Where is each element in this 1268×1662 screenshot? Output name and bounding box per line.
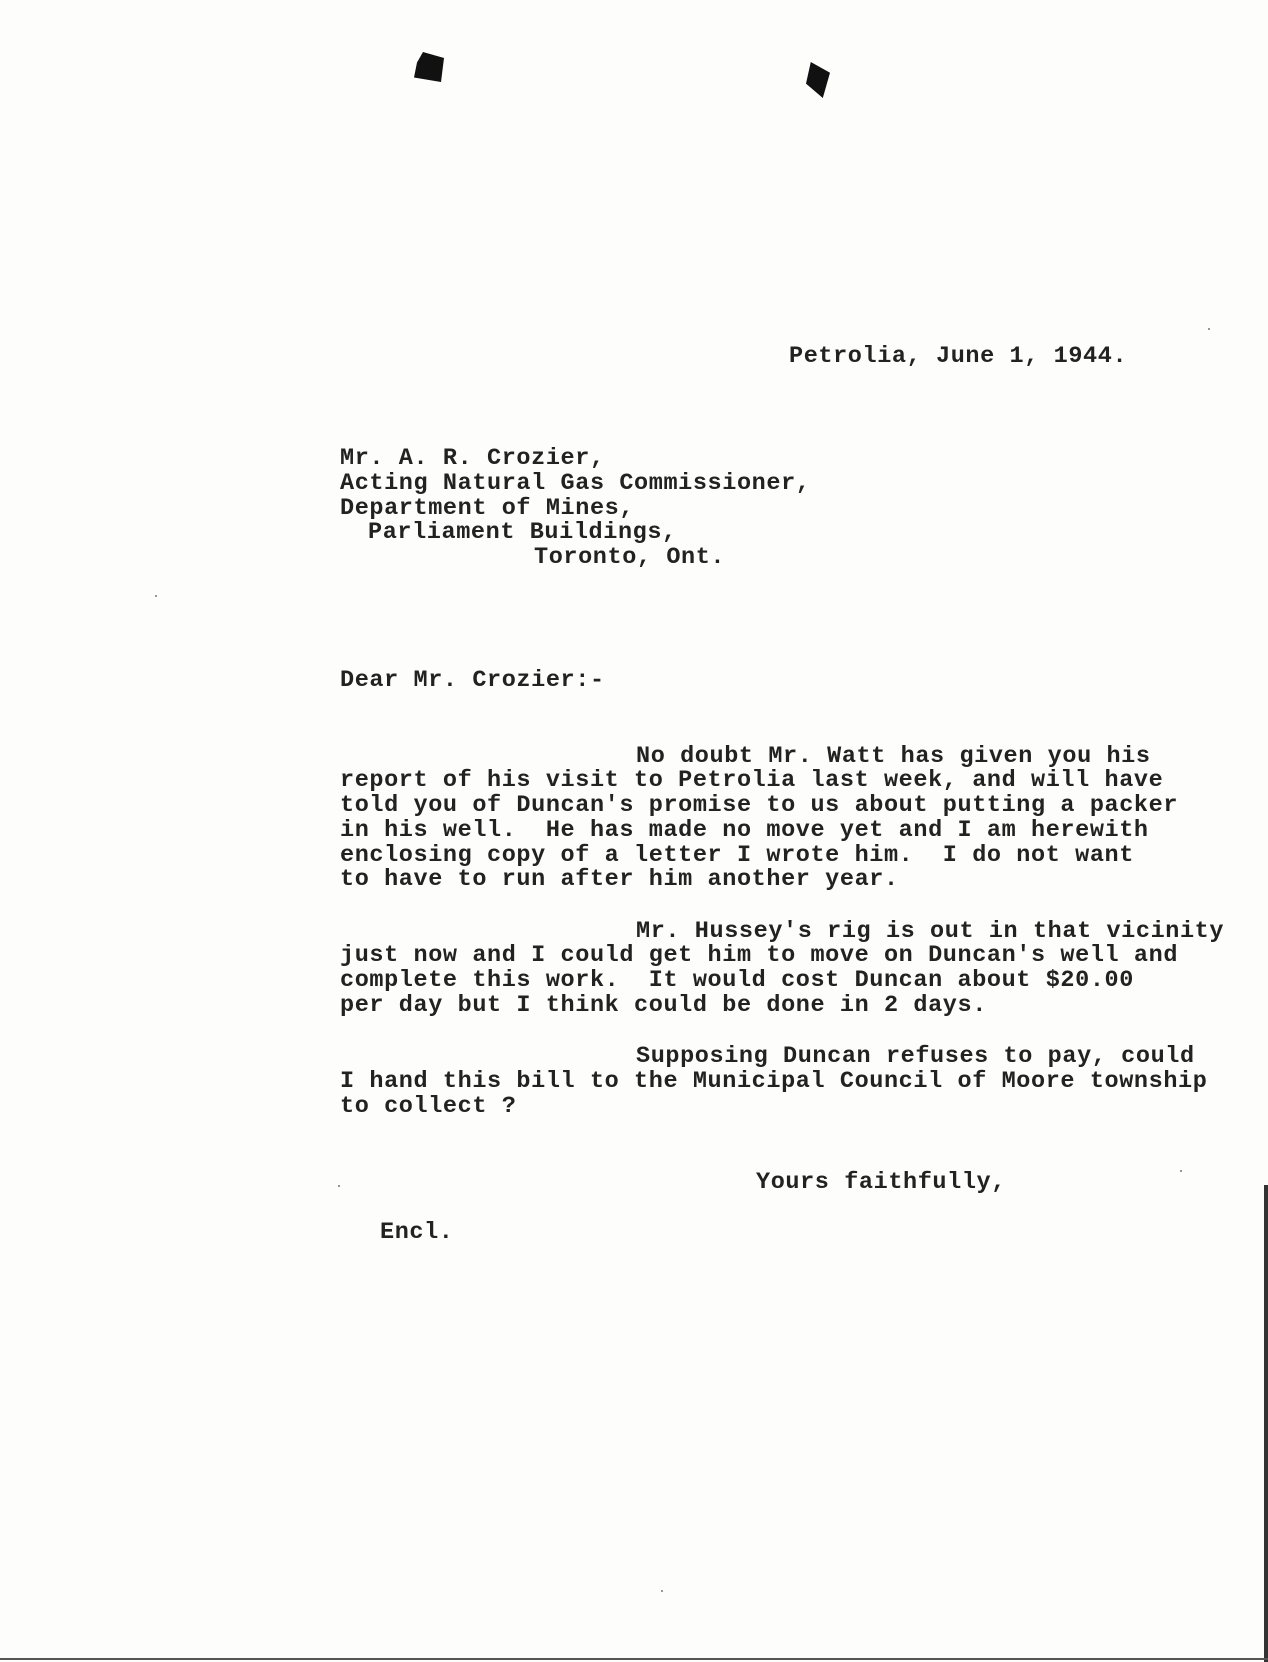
- ink-blot-left: [414, 52, 444, 82]
- paragraph-3-line-1: Supposing Duncan refuses to pay, could: [636, 1043, 1195, 1070]
- dust-speck: [338, 1185, 340, 1187]
- scan-edge-bottom: [0, 1658, 1268, 1660]
- paragraph-1-line-1: No doubt Mr. Watt has given you his: [636, 743, 1151, 770]
- dust-speck: [1208, 328, 1210, 330]
- paragraph-1-line-6: to have to run after him another year.: [340, 866, 899, 893]
- scan-edge-right: [1264, 1185, 1268, 1662]
- dust-speck: [155, 595, 157, 597]
- address-line-recipient: Mr. A. R. Crozier,: [340, 445, 605, 472]
- dust-speck: [1180, 1170, 1182, 1172]
- paragraph-2-line-2: just now and I could get him to move on Duncan's well and: [340, 942, 1179, 969]
- address-line-department: Department of Mines,: [340, 495, 635, 522]
- paragraph-1-line-4: in his well. He has made no move yet and I am herewith: [340, 817, 1149, 844]
- paragraph-3-line-2: I hand this bill to the Municipal Council of Moore township: [340, 1068, 1208, 1095]
- dateline: Petrolia, June 1, 1944.: [789, 343, 1128, 370]
- paragraph-3-line-3: to collect ?: [340, 1093, 517, 1120]
- closing: Yours faithfully,: [756, 1169, 1006, 1196]
- address-line-city: Toronto, Ont.: [534, 544, 726, 571]
- paragraph-2-line-3: complete this work. It would cost Duncan about $20.00: [340, 967, 1134, 994]
- salutation: Dear Mr. Crozier:-: [340, 667, 605, 694]
- address-line-title: Acting Natural Gas Commissioner,: [340, 470, 811, 497]
- paragraph-2-line-1: Mr. Hussey's rig is out in that vicinity: [636, 918, 1225, 945]
- enclosure-note: Encl.: [380, 1219, 454, 1246]
- address-line-building: Parliament Buildings,: [368, 519, 677, 546]
- paragraph-2-line-4: per day but I think could be done in 2 days.: [340, 992, 987, 1019]
- paragraph-1-line-5: enclosing copy of a letter I wrote him. I do not want: [340, 842, 1134, 869]
- dust-speck: [661, 1590, 663, 1592]
- ink-blot-right: [806, 62, 830, 98]
- paragraph-1-line-3: told you of Duncan's promise to us about putting a packer: [340, 792, 1179, 819]
- paragraph-1-line-2: report of his visit to Petrolia last week, and will have: [340, 767, 1164, 794]
